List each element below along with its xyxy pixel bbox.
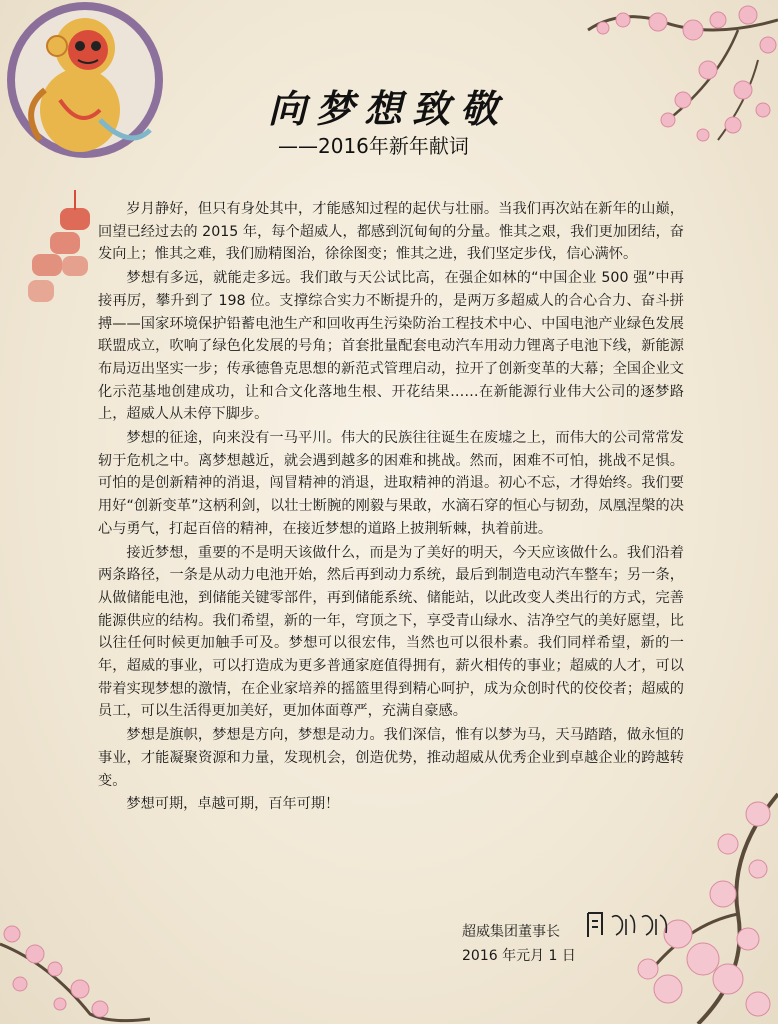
paragraph: 梦想的征途，向来没有一马平川。伟大的民族往往诞生在废墟之上，而伟大的公司常常发轫于危机之中。离梦想越近，就会遇到越多的困难和挑战。然而，困难不可怕，挑战不足惧。可怕的是创新精神的消退，闯冒精神的消退，进取精神的消退。初心不忘，才得始终。我们要用好“创新变革”这柄利剑，以壮士断腕的刚毅与果敢，水滴石穿的恒心与韧劲，凤凰涅槃的决心与勇气，打起百倍的精神，在接近梦想的道路上披荆斩棘，执着前进。	[98, 430, 684, 537]
letter-subtitle: ——2016年新年献词	[278, 134, 469, 158]
paragraph: 接近梦想，重要的不是明天该做什么，而是为了美好的明天，今天应该做什么。我们沿着两条路径，一条是从动力电池开始，然后再到动力系统，最后到制造电动汽车整车；另一条，从做储能电池，到储能关键零部件，再到储能系统、储能站，以此改变人类出行的方式，完善能源供应的结构。我们希望，新的一年，穹顶之下，享受青山绿水、洁净空气的美好愿望，比以往任何时候更加触手可及。梦想可以很宏伟，当然也可以很朴素。我们同样希望，新的一年，超威的事业，可以打造成为更多普通家庭值得拥有，薪火相传的事业；超威的人才，可以带着实现梦想的激情，在企业家培养的摇篮里得到精心呵护，成为众创时代的佼佼者；超威的员工，可以生活得更加美好，更加体面尊严，充满自豪感。	[98, 544, 684, 720]
paragraph: 梦想有多远，就能走多远。我们敢与天公试比高，在强企如林的“中国企业 500 强”中再接再厉，攀升到了 198 位。支撑综合实力不断提升的，是两万多超威人的合心合力、奋斗拼搏——国家环境保护铅蓄电池生产和回收再生污染防治工程技术中心、中国电池产业绿色发展联盟成立，吹响了绿色化发展的号角；首套批量配套电动汽车用动力锂离子电池下线，新能源布局迈出坚实一步；传承德鲁克思想的新范式管理启动，拉开了创新变革的大幕；全国企业文化示范基地创建成功，让和合文化落地生根、开花结果……在新能源行业伟大公司的逐梦路上，超威人从未停下脚步。	[98, 270, 684, 423]
chinese-knot-icon	[20, 190, 100, 310]
paragraph: 岁月静好，但只有身处其中，才能感知过程的起伏与壮丽。当我们再次站在新年的山巅，回望已经过去的 2015 年，每个超威人，都感到沉甸甸的分量。惟其之艰，我们更加团结，奋发向上；惟其之难，我们励精图治，徐徐图变；惟其之进，我们坚定步伐，信心满怀。	[98, 201, 684, 263]
signature-block	[462, 920, 576, 968]
monkey-zodiac-icon	[0, 0, 195, 190]
paragraph: 梦想可期，卓越可期，百年可期！	[126, 796, 340, 813]
paragraph: 梦想是旗帜，梦想是方向，梦想是动力。我们深信，惟有以梦为马，天马踏踏，做永恒的事业，才能凝聚资源和力量，发现机会，创造优势，推动超威从优秀企业到卓越企业的跨越转变。	[98, 727, 684, 789]
plum-blossom-icon	[0, 914, 150, 1024]
signature-position: 超威集团董事长	[462, 924, 560, 940]
handwritten-signature-icon	[584, 905, 674, 945]
plum-blossom-icon	[508, 0, 778, 160]
letter-body	[98, 198, 684, 817]
signature-date: 2016 年元月 1 日	[462, 948, 576, 964]
letter-title: 向梦想致敬	[268, 86, 509, 131]
